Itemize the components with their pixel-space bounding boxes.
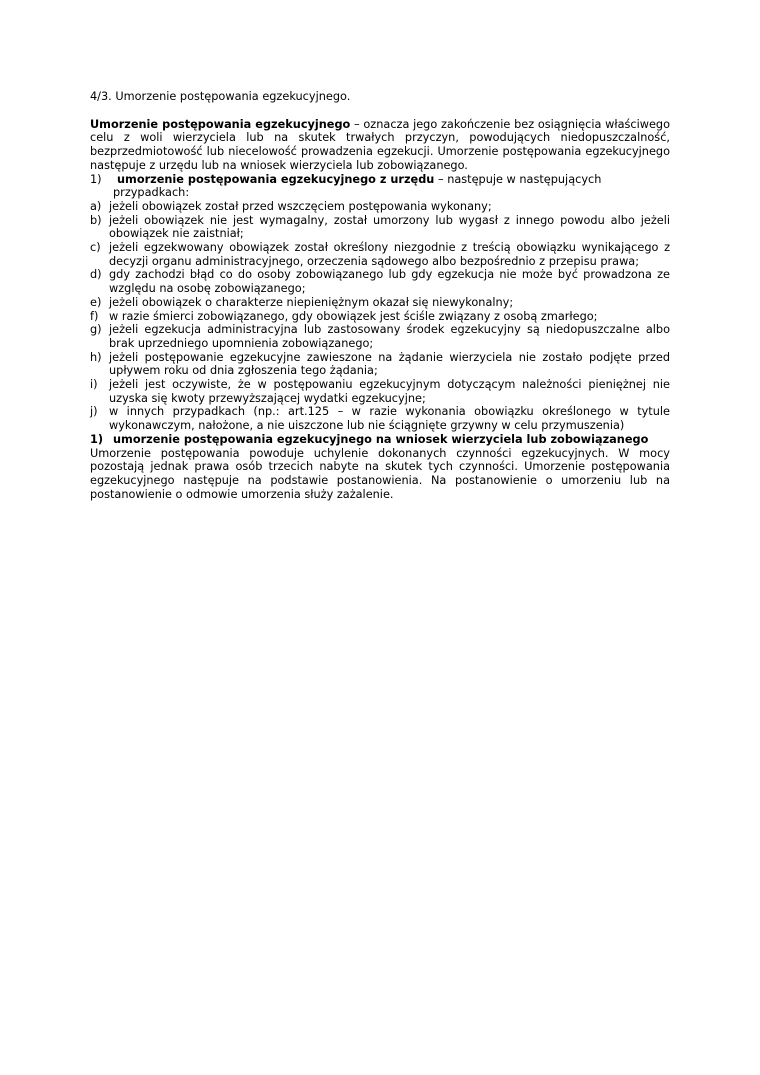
document-page (90, 90, 670, 501)
list-item (90, 268, 670, 295)
list-item-text: w innych przypadkach (np.: art.125 – w razie wykonania obowiązku określonego w tytule wykonawczym, nałożone, a nie uiszczone lub nie ściągnięte grzywny w celu przymuszenia) (109, 405, 670, 433)
closing-paragraph: Umorzenie postępowania powoduje uchylenie dokonanych czynności egzekucyjnych. W mocy pozostają jednak prawa osób trzecich nabyte na skutek tych czynności. Umorzenie postępowania egzekucyjnego następuje na podstawie postanowienia. Na postanowienie o umorzeniu lub na postanowienie o odmowie umorzenia służy zażalenie. (90, 446, 670, 501)
list-item-text: jeżeli obowiązek został przed wszczęciem postępowania wykonany; (109, 199, 492, 213)
point-number: 1) (90, 432, 104, 446)
list-item-label: h) (90, 350, 102, 364)
point-on-request (90, 433, 670, 447)
list-item (90, 296, 670, 310)
point-ex-officio (90, 173, 670, 200)
list-item-text: jeżeli jest oczywiste, że w postępowaniu egzekucyjnym dotyczącym należności pieniężnej nie uzyska się kwoty przewyższającej wydatki egzekucyjne; (109, 378, 670, 405)
list-item-label: d) (90, 268, 102, 282)
cases-list (90, 200, 670, 433)
list-item (90, 310, 670, 324)
list-item (90, 351, 670, 378)
point-number: 1) (90, 172, 102, 186)
list-item-text: jeżeli egzekwowany obowiązek został określony niezgodnie z treścią obowiązku wynikającego z decyzji organu administracyjnego, orzeczenia sądowego albo bezpośrednio z przepisu prawa; (109, 241, 670, 268)
definition-term: Umorzenie postępowania egzekucyjnego (90, 117, 351, 131)
section-title: 4/3. Umorzenie postępowania egzekucyjnego. (90, 90, 351, 103)
list-item (90, 214, 670, 241)
list-item-label: e) (90, 295, 102, 309)
list-item-label: c) (90, 241, 101, 255)
list-item (90, 378, 670, 405)
list-item-text: jeżeli obowiązek nie jest wymagalny, został umorzony lub wygasł z innego powodu albo jeżeli obowiązek nie zaistniał; (109, 213, 670, 241)
list-item-label: b) (90, 213, 102, 227)
point-heading: umorzenie postępowania egzekucyjnego na wniosek wierzyciela lub zobowiązanego (113, 432, 649, 446)
definition-paragraph (90, 118, 670, 173)
list-item-text: gdy zachodzi błąd co do osoby zobowiązanego lub gdy egzekucja nie może być prowadzona ze względu na osobę zobowiązanego; (109, 268, 670, 296)
list-item-text: jeżeli egzekucja administracyjna lub zastosowany środek egzekucyjny są niedopuszczalne albo brak uprzedniego upomnienia zobowiązanego; (109, 323, 670, 350)
list-item-label: g) (90, 323, 102, 337)
list-item-label: a) (90, 199, 102, 213)
list-item (90, 241, 670, 268)
list-item (90, 200, 670, 214)
point-text: – następuje w następujących przypadkach: (113, 172, 602, 200)
list-item (90, 405, 670, 432)
list-item-text: jeżeli obowiązek o charakterze niepieniężnym okazał się niewykonalny; (109, 295, 514, 309)
list-item-text: w razie śmierci zobowiązanego, gdy obowiązek jest ściśle związany z osobą zmarłego; (109, 309, 598, 323)
definition-text: – oznacza jego zakończenie bez osiągnięcia właściwego celu z woli wierzyciela lub na skutek trwałych przyczyn, powodujących niedopuszczalność, bezprzedmiotowość lub niecelowość prowadzenia egzekucji. Umorzenie postępowania egzekucyjnego następuje z urzędu lub na wniosek wierzyciela lub zobowiązanego. (90, 117, 671, 172)
list-item-label: i) (90, 378, 98, 392)
point-heading: umorzenie postępowania egzekucyjnego z urzędu (117, 172, 435, 186)
list-item-label: f) (90, 309, 99, 323)
list-item-text: jeżeli postępowanie egzekucyjne zawieszone na żądanie wierzyciela nie zostało podjęte przed upływem roku od dnia zgłoszenia tego żądania; (109, 350, 670, 378)
list-item-label: j) (90, 405, 98, 419)
list-item (90, 323, 670, 350)
